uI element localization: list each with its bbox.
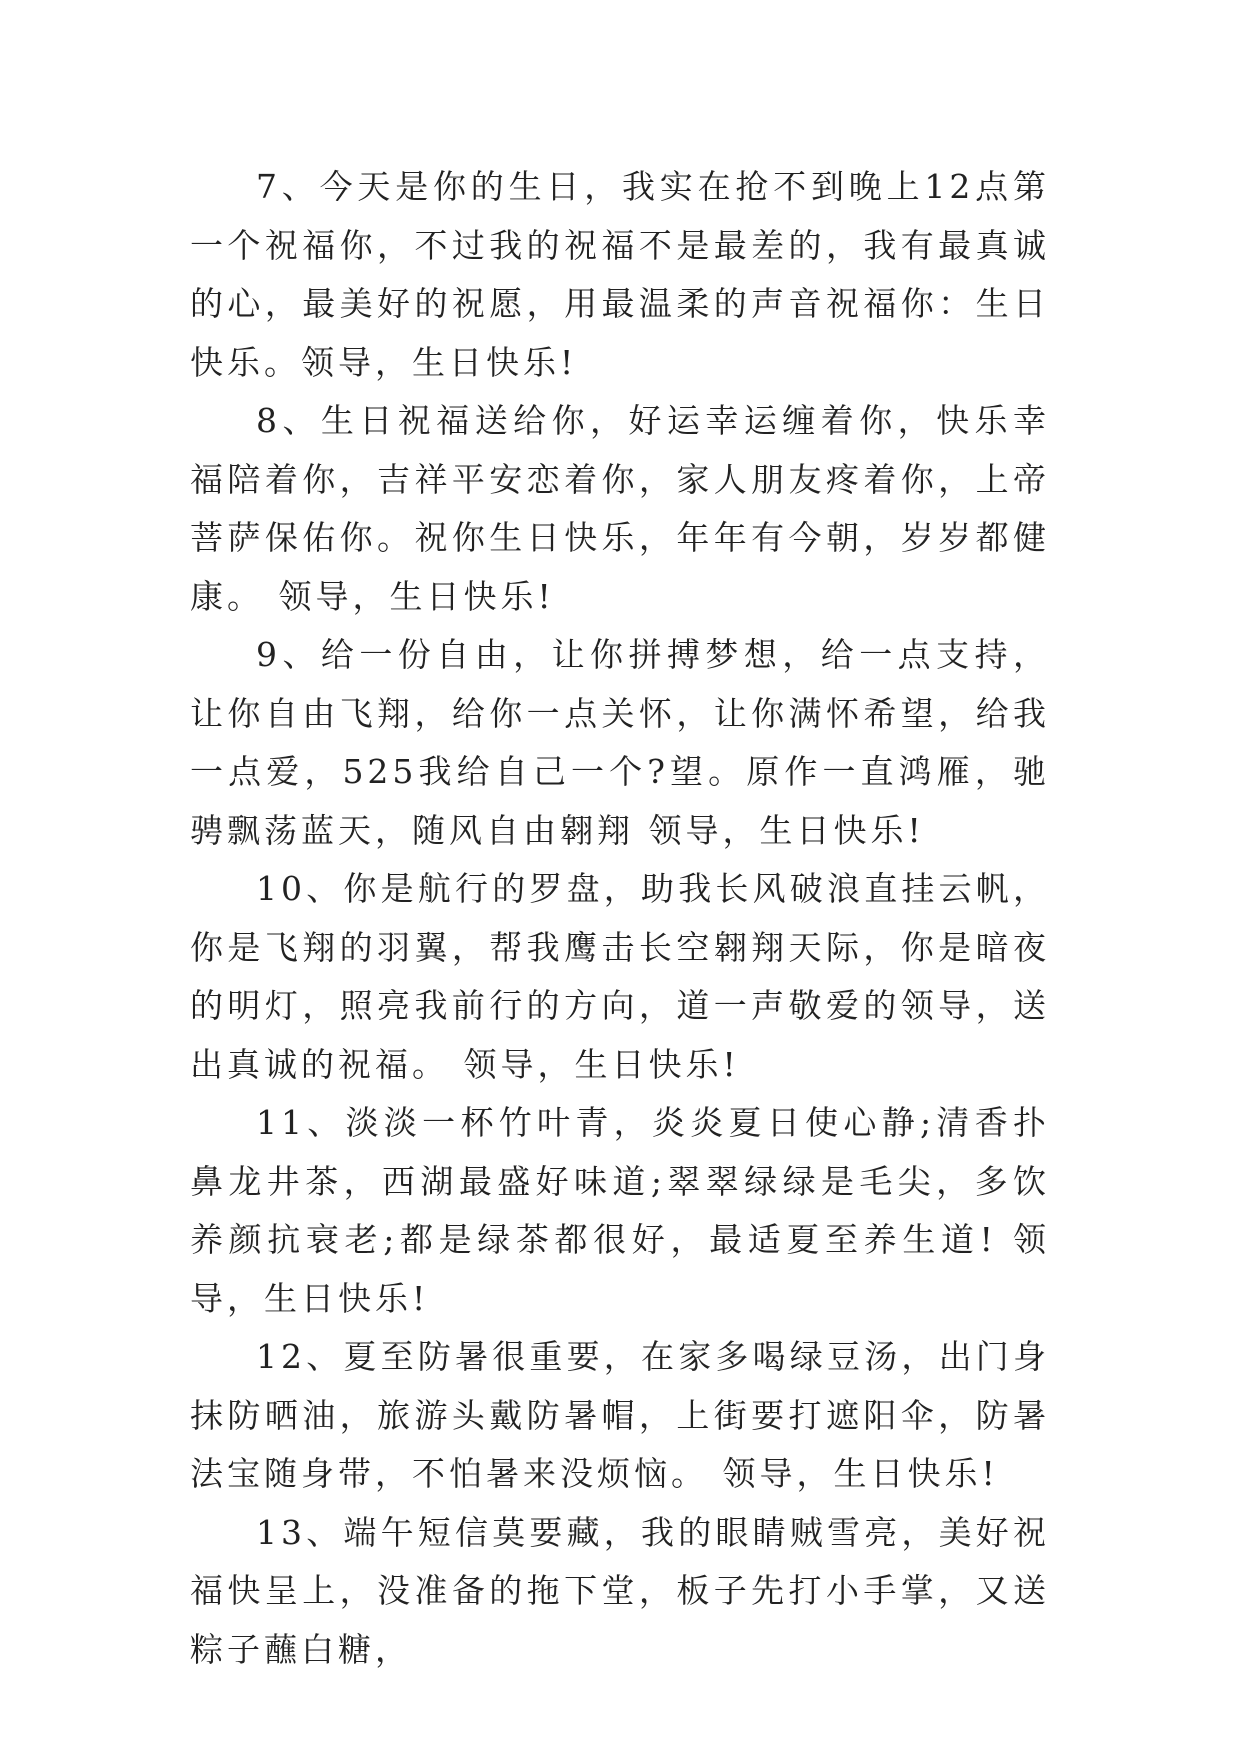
paragraph-7: 7、今天是你的生日，我实在抢不到晚上12点第一个祝福你，不过我的祝福不是最差的，我有最真诚的心，最美好的祝愿，用最温柔的声音祝福你：生日快乐。领导，生日快乐!: [190, 167, 1050, 382]
paragraph-11: 11、淡淡一杯竹叶青，炎炎夏日使心静;清香扑鼻龙井茶，西湖最盛好味道;翠翠绿绿是毛尖，多饮养颜抗衰老;都是绿茶都很好，最适夏至养生道! 领导，生日快乐!: [190, 1103, 1050, 1318]
paragraph-9: 9、给一份自由，让你拼搏梦想，给一点支持，让你自由飞翔，给你一点关怀，让你满怀希望，给我一点爱，525我给自己一个?望。原作一直鸿雁，驰骋飘荡蓝天，随风自由翱翔 领导，生日快乐!: [190, 635, 1050, 850]
paragraph-10: 10、你是航行的罗盘，助我长风破浪直挂云帆，你是飞翔的羽翼，帮我鹰击长空翱翔天际，你是暗夜的明灯，照亮我前行的方向，道一声敬爱的领导，送出真诚的祝福。 领导，生日快乐!: [190, 869, 1050, 1084]
paragraph-13: 13、端午短信莫要藏，我的眼睛贼雪亮，美好祝福快呈上，没准备的拖下堂，板子先打小手掌，又送粽子蘸白糖，: [190, 1512, 1050, 1669]
paragraph-8: 8、生日祝福送给你，好运幸运缠着你，快乐幸福陪着你，吉祥平安恋着你，家人朋友疼着你，上帝菩萨保佑你。祝你生日快乐，年年有今朝，岁岁都健康。 领导，生日快乐!: [190, 401, 1050, 616]
paragraph-12: 12、夏至防暑很重要，在家多喝绿豆汤，出门身抹防晒油，旅游头戴防暑帽，上街要打遮阳伞，防暑法宝随身带，不怕暑来没烦恼。 领导，生日快乐!: [190, 1337, 1050, 1493]
document-body: [190, 158, 1050, 1679]
